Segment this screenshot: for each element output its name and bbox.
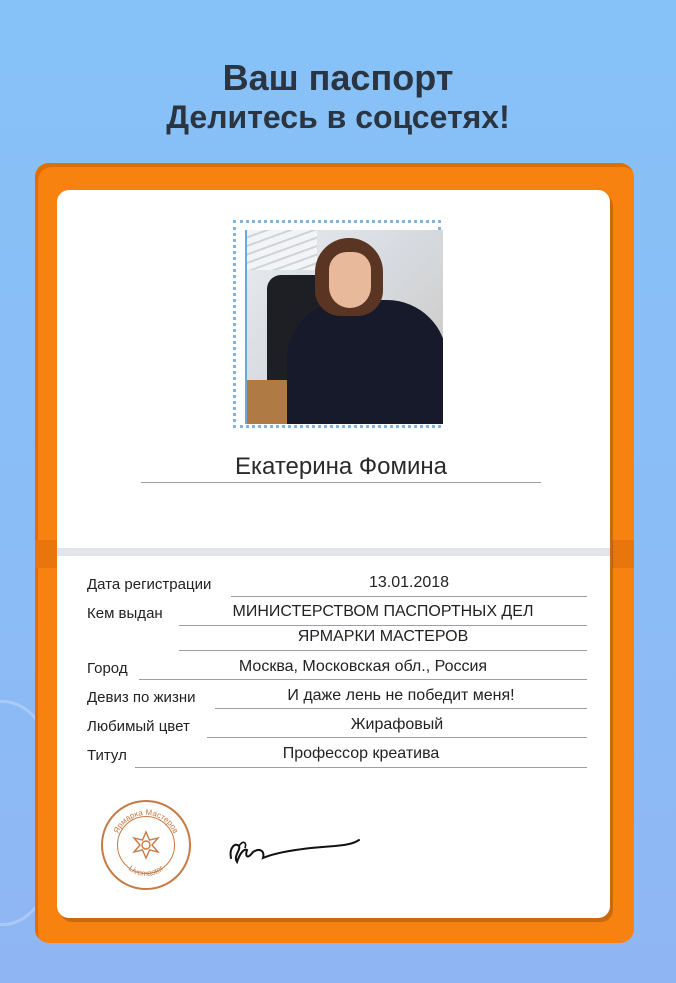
- motto-value: И даже лень не победит меня!: [287, 687, 515, 704]
- stamp-bottom-text: Livemaster: [126, 863, 166, 879]
- city-label: Город: [87, 660, 128, 677]
- issued-by-value-line2: ЯРМАРКИ МАСТЕРОВ: [297, 628, 469, 645]
- page-header: [0, 58, 676, 136]
- favorite-color-value: Жирафовый: [350, 716, 444, 733]
- page-fold: [57, 548, 610, 556]
- livemaster-stamp-icon: [101, 800, 191, 890]
- share-call-to-action[interactable]: Делитесь в соцсетях!: [166, 99, 510, 135]
- page-title: Ваш паспорт: [222, 57, 454, 98]
- issued-by-label: Кем выдан: [87, 605, 163, 622]
- registration-date-value: 13.01.2018: [368, 574, 450, 591]
- stamp-top-text: Ярмарка Мастеров: [111, 807, 181, 835]
- passport-hinge-right: [612, 540, 634, 568]
- owner-name: Екатерина Фомина: [234, 453, 448, 480]
- title-value: Профессор креатива: [282, 745, 440, 762]
- motto-label: Девиз по жизни: [87, 689, 196, 706]
- name-underline: [141, 482, 541, 483]
- title-label: Титул: [87, 747, 127, 764]
- passport-hinge-left: [35, 540, 57, 568]
- signature-icon: [225, 828, 375, 868]
- profile-photo: [245, 230, 443, 424]
- passport-page: [57, 190, 610, 918]
- favorite-color-label: Любимый цвет: [87, 718, 190, 735]
- registration-date-label: Дата регистрации: [87, 576, 212, 593]
- issued-by-value-line1: МИНИСТЕРСТВОМ ПАСПОРТНЫХ ДЕЛ: [232, 603, 534, 620]
- city-value: Москва, Московская обл., Россия: [238, 658, 488, 675]
